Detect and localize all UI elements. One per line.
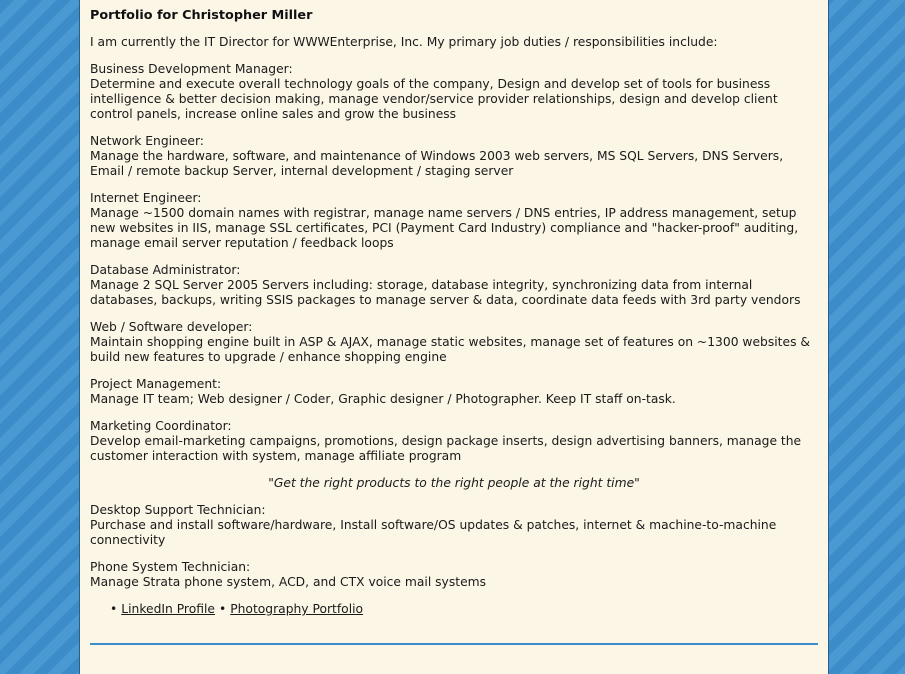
section-body: Purchase and install software/hardware, Install software/OS updates & patches, internet & machine-to-machine connectivity [90,518,777,547]
section-phone-system [90,560,818,590]
section-database-administrator [90,263,818,308]
section-heading: Network Engineer: [90,134,204,148]
footer-divider [90,643,818,645]
section-heading: Desktop Support Technician: [90,503,266,517]
section-body: Determine and execute overall technology goals of the company, Design and develop set of tools for business intelligence & better decision making, manage vendor/service provider relationships, design and develop client control panels, increase online sales and grow the business [90,77,778,121]
section-body: Manage the hardware, software, and maintenance of Windows 2003 web servers, MS SQL Servers, DNS Servers, Email / remote backup Server, internal development / staging server [90,149,784,178]
section-heading: Marketing Coordinator: [90,419,232,433]
section-web-software-developer [90,320,818,365]
section-business-development [90,62,818,122]
intro-text: I am currently the IT Director for WWWEnterprise, Inc. My primary job duties / responsibilities include: [90,35,718,49]
profile-links [110,602,818,617]
section-body: Manage 2 SQL Server 2005 Servers including: storage, database integrity, synchronizing data from internal databases, backups, writing SSIS packages to manage server & data, coordinate data feeds with 3rd party vendors [90,278,801,307]
section-body: Manage IT team; Web designer / Coder, Graphic designer / Photographer. Keep IT staff on-task. [90,392,676,406]
section-marketing-coordinator [90,419,818,464]
section-heading: Web / Software developer: [90,320,253,334]
section-heading: Internet Engineer: [90,191,202,205]
link-separator: • [218,602,227,616]
section-network-engineer [90,134,818,179]
motto-quote: "Get the right products to the right people at the right time" [268,476,640,490]
section-internet-engineer [90,191,818,251]
section-body: Develop email-marketing campaigns, promotions, design package inserts, design advertising banners, manage the customer interaction with system, manage affiliate program [90,434,802,463]
linkedin-profile-link[interactable]: LinkedIn Profile [121,602,215,616]
section-desktop-support [90,503,818,548]
section-heading: Business Development Manager: [90,62,293,76]
section-heading: Phone System Technician: [90,560,251,574]
section-project-management [90,377,818,407]
section-body: Manage Strata phone system, ACD, and CTX voice mail systems [90,575,487,589]
section-body: Maintain shopping engine built in ASP & AJAX, manage static websites, manage set of features on ~1300 websites & build new features to upgrade / enhance shopping engine [90,335,810,364]
section-body: Manage ~1500 domain names with registrar, manage name servers / DNS entries, IP address management, setup new websites in IIS, manage SSL certificates, PCI (Payment Card Industry) compliance and "hacker-proof" auditing, manage email server reputation / feedback loops [90,206,799,250]
page-title: Portfolio for Christopher Miller [90,8,313,23]
content-panel [79,0,829,674]
section-heading: Project Management: [90,377,222,391]
bullet-icon: • [110,602,118,616]
section-heading: Database Administrator: [90,263,241,277]
photography-portfolio-link[interactable]: Photography Portfolio [230,602,364,616]
